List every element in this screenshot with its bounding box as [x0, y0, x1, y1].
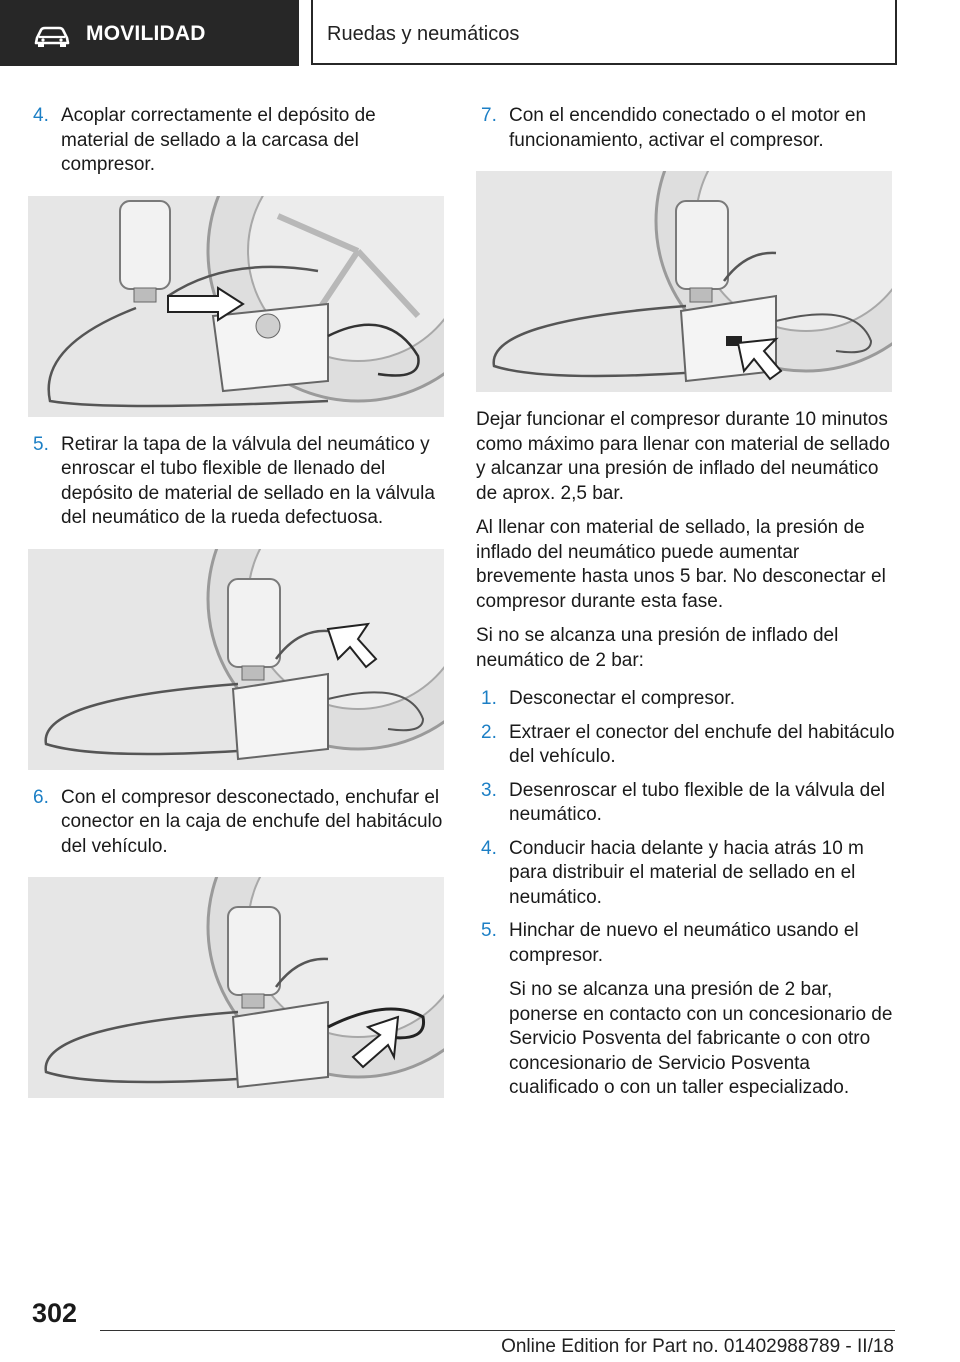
list-item	[476, 687, 896, 712]
step-text: Conducir hacia delante y hacia atrás 10 m para distribuir el material de sellado en el neumático.	[509, 837, 864, 908]
step-6	[28, 786, 444, 860]
step-text: Con el compresor desconectado, enchufar el conector en la caja de enchufe del habitáculo del vehículo.	[61, 786, 443, 857]
footer-divider	[100, 1330, 895, 1331]
step-text: Acoplar correctamente el depósito de material de sellado a la carcasa del compresor.	[61, 105, 376, 175]
step-5	[28, 433, 444, 531]
list-item	[476, 779, 896, 828]
left-column	[28, 104, 444, 1114]
step-number: 4.	[481, 837, 497, 859]
car-icon	[34, 26, 70, 48]
step-number: 6.	[33, 786, 49, 808]
chapter-header	[311, 0, 897, 65]
figure-connect-valve	[28, 549, 444, 770]
step-4	[28, 104, 444, 178]
step-text: Con el encendido conectado o el motor en funcionamiento, activar el compresor.	[509, 105, 867, 151]
section-title: MOVILIDAD	[86, 22, 206, 45]
step-number: 7.	[481, 105, 497, 126]
figure-plug-in	[28, 877, 444, 1098]
step-7	[476, 104, 896, 153]
chapter-title: Ruedas y neumáticos	[327, 23, 520, 45]
right-column	[476, 104, 896, 1110]
paragraph-condition: Si no se alcanza una presión de inflado del neumático de 2 bar:	[476, 625, 839, 671]
paragraph-pressure: Al llenar con material de sellado, la presión de inflado del neumático puede aumentar brevemente hasta unos 5 bar. No desconectar el compresor durante esta fase.	[476, 517, 886, 612]
paragraph-duration: Dejar funcionar el compresor durante 10 minutos como máximo para llenar con material de sellado y alcanzar una presión de inflado del neumático de aprox. 2,5 bar.	[476, 409, 890, 504]
page-number: 302	[32, 1298, 78, 1328]
step-text: Hinchar de nuevo el neumático usando el compresor.	[509, 920, 859, 966]
list-item	[476, 721, 896, 770]
step-text: Desenroscar el tubo flexible de la válvula del neumático.	[509, 779, 885, 825]
figure-activate-compressor	[476, 171, 892, 392]
step-number: 4.	[33, 105, 49, 126]
list-item	[476, 837, 896, 911]
step-number: 5.	[481, 920, 497, 941]
list-item	[476, 919, 896, 1101]
step-text: Extraer el conector del enchufe del habitáculo del vehículo.	[509, 721, 895, 767]
step-text: Desconectar el compresor.	[509, 688, 735, 709]
edition-footer: Online Edition for Part no. 01402988789 - II/18	[501, 1336, 894, 1357]
figure-attach-container	[28, 196, 444, 417]
numbered-list	[476, 687, 896, 1101]
note-text: Si no se alcanza una presión de 2 bar, ponerse en contacto con un concesionario de Servicio Posventa del fabricante o con otro concesionario de Servicio Posventa cualificado o con un taller especializado.	[509, 979, 893, 1098]
step-number: 1.	[481, 688, 497, 709]
section-header	[0, 0, 299, 66]
step-number: 5.	[33, 433, 49, 455]
step-number: 3.	[481, 779, 497, 801]
step-number: 2.	[481, 721, 497, 743]
step-text: Retirar la tapa de la válvula del neumático y enroscar el tubo flexible de llenado del depósito de material de sellado en la válvula del neumático de la rueda defectuosa.	[61, 433, 435, 528]
